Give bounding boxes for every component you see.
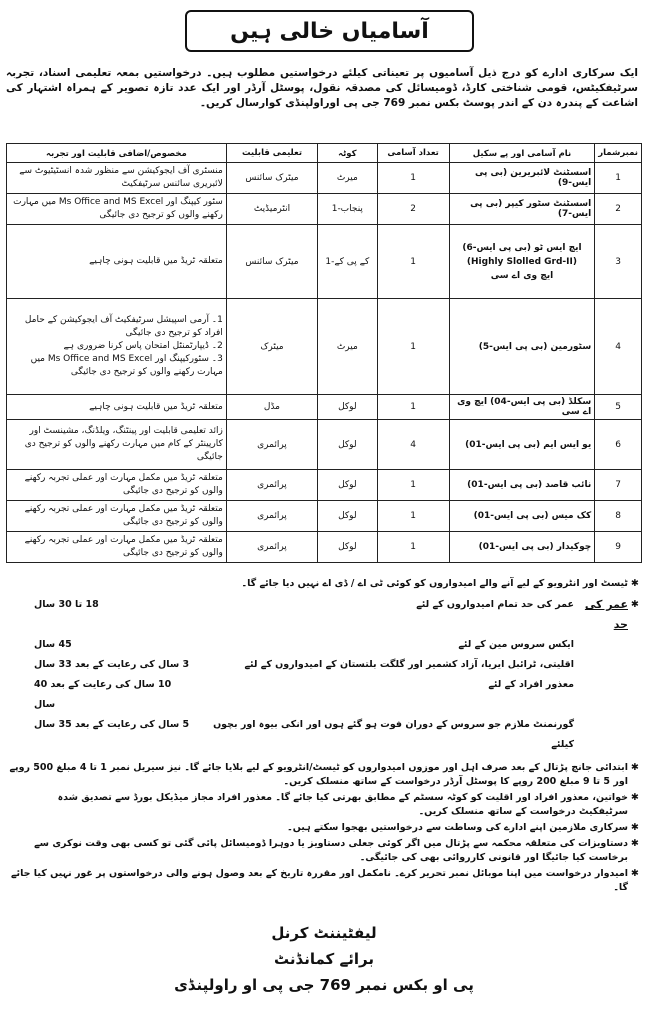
row-spec xyxy=(7,194,227,225)
age-value xyxy=(34,655,194,675)
table-row xyxy=(7,420,642,470)
row-spec xyxy=(7,395,227,420)
age-label: اقلیتی، ٹرائبل ایریا، آزاد کشمیر اور گلگت بلتستان کے امیدواروں کے لئے xyxy=(244,659,574,670)
spec-line: متعلقہ ٹریڈ میں مکمل مہارت اور عملی تجربہ رکھنے والوں کو ترجیح دی جائیگی xyxy=(24,473,223,496)
spec-line: زائد تعلیمی قابلیت اور پینٹنگ، ویلڈنگ، مشینسٹ اور کارپینٹر کے کام میں مہارت رکھنے والوں کو ترجیح دی جائیگی xyxy=(24,426,223,462)
age-row xyxy=(6,635,642,655)
age-value xyxy=(34,675,194,715)
age-value-text: 18 تا 30 سال xyxy=(34,599,99,610)
row-serial: 1 xyxy=(595,163,642,194)
rule-text: ٹیسٹ اور انٹرویو کے لیے آنے والے امیدواروں کو کوئی ٹی اے / ڈی اے نہیں دیا جائے گا۔ xyxy=(241,578,628,589)
star-icon: ✱ xyxy=(631,822,639,833)
spec-line: سٹور کیپنگ اور Ms Office and MS Excel میں مہارت رکھنے والوں کو ترجیح دی جائیگی xyxy=(13,197,223,220)
row-count: 1 xyxy=(377,470,449,501)
row-spec xyxy=(7,225,227,299)
header-count: تعداد آسامی xyxy=(377,144,449,163)
row-count: 4 xyxy=(377,420,449,470)
spec-line: متعلقہ ٹریڈ میں قابلیت ہونی چاہیے xyxy=(89,401,223,412)
row-post: سکلڈ (بی پی ایس-04) ایچ وی اے سی xyxy=(449,395,595,420)
row-post: اسسٹنٹ سٹور کیپر (بی پی ایس-7) xyxy=(449,194,595,225)
row-serial: 8 xyxy=(595,501,642,532)
row-count: 1 xyxy=(377,532,449,563)
signature-for-commandant: برائے کمانڈنٹ xyxy=(274,950,374,968)
table-row xyxy=(7,225,642,299)
row-post: کک میس (بی پی ایس-01) xyxy=(449,501,595,532)
star-icon: ✱ xyxy=(631,578,639,589)
table-row xyxy=(7,532,642,563)
table-row xyxy=(7,163,642,194)
spec-line: متعلقہ ٹریڈ میں مکمل مہارت اور عملی تجربہ رکھنے والوں کو ترجیح دی جائیگی xyxy=(24,504,223,527)
row-education: پرائمری xyxy=(226,420,317,470)
row-quota: کے پی کے-1 xyxy=(318,225,377,299)
star-icon: ✱ xyxy=(631,868,639,879)
row-spec xyxy=(7,532,227,563)
row-quota: لوکل xyxy=(318,501,377,532)
row-post: اسسٹنٹ لائبریرین (بی پی ایس-9) xyxy=(449,163,595,194)
age-value-text: 5 سال کی رعایت کے بعد 35 سال xyxy=(34,719,190,730)
signature-rank: لیفٹیننٹ کرنل xyxy=(271,924,377,942)
star-icon: ✱ xyxy=(631,838,639,849)
rule-text: دستاویزات کی متعلقہ محکمہ سے پڑتال میں اگر کوئی جعلی دستاویز یا دوہرا ڈومیسائل پائی گئی تو کسی بھی وقت نوکری سے برخاست کیا جائیگا اور قانونی کارروائی بھی کی جائیگی۔ xyxy=(34,838,628,863)
table-row xyxy=(7,470,642,501)
spec-line: 2۔ ڈیپارٹمنٹل امتحان پاس کرنا ضروری ہے xyxy=(63,341,223,351)
row-post: چوکیدار (بی پی ایس-01) xyxy=(449,532,595,563)
row-education: مڈل xyxy=(226,395,317,420)
intro-paragraph: ایک سرکاری ادارے کو درج ذیل آسامیوں پر تعیناتی کیلئے درخواستیں مطلوب ہیں۔ درخواستیں بمعہ تعلیمی اسناد، تجربہ سرٹیفکیٹس، قومی شناختی کارڈ، ڈومیسائل کی مصدقہ نقول، پوسٹل آرڈر اور ایک عدد تازہ تصویر کے ہمراہ اشتہار کی اشاعت کے پندرہ دن کے اندر پوسٹ بکس نمبر 769 جی پی اوراولپنڈی کوارسال کریں۔ xyxy=(6,67,638,109)
row-quota: میرٹ xyxy=(318,299,377,395)
vacancies-table xyxy=(6,143,642,563)
rule-item xyxy=(6,791,642,819)
age-limit-title: عمر کی حد xyxy=(584,598,628,631)
age-value xyxy=(34,595,194,635)
age-row xyxy=(6,595,642,635)
rule-item xyxy=(6,577,642,591)
row-quota: لوکل xyxy=(318,420,377,470)
spec-line: متعلقہ ٹریڈ میں قابلیت ہونی چاہیے xyxy=(89,256,223,266)
row-count: 1 xyxy=(377,299,449,395)
row-education: میٹرک xyxy=(226,299,317,395)
row-count: 1 xyxy=(377,225,449,299)
age-row xyxy=(6,715,642,755)
row-spec xyxy=(7,470,227,501)
row-count: 1 xyxy=(377,395,449,420)
rule-item xyxy=(6,867,642,895)
row-education: انٹرمیڈیٹ xyxy=(226,194,317,225)
age-value-text: 10 سال کی رعایت کے بعد 40 سال xyxy=(34,679,172,710)
rule-item xyxy=(6,821,642,835)
age-row xyxy=(6,675,642,715)
row-post: یو ایس ایم (بی پی ایس-01) xyxy=(449,420,595,470)
row-education: میٹرک سائنس xyxy=(226,163,317,194)
row-count: 1 xyxy=(377,501,449,532)
row-education: پرائمری xyxy=(226,501,317,532)
table-row xyxy=(7,194,642,225)
row-spec xyxy=(7,299,227,395)
rule-text: امیدوار درخواست میں اپنا موبائل نمبر تحریر کرے۔ نامکمل اور مقررہ تاریخ کے بعد وصول ہونے والی درخواستوں پر غور نہیں کیا جائے گا۔ xyxy=(10,868,628,893)
page-title: آسامیاں خالی ہیں xyxy=(230,18,429,44)
row-spec xyxy=(7,420,227,470)
row-quota: لوکل xyxy=(318,532,377,563)
title-banner xyxy=(185,10,474,52)
age-value xyxy=(34,715,194,755)
age-value xyxy=(34,635,194,655)
age-value-text: 45 سال xyxy=(34,639,72,650)
age-row xyxy=(6,655,642,675)
age-value-text: 3 سال کی رعایت کے بعد 33 سال xyxy=(34,659,190,670)
table-row xyxy=(7,299,642,395)
signature-block xyxy=(0,920,648,998)
row-serial: 5 xyxy=(595,395,642,420)
row-spec xyxy=(7,163,227,194)
rule-text: سرکاری ملازمین اپنے ادارے کی وساطت سے درخواستیں بھجوا سکتے ہیں۔ xyxy=(287,822,628,833)
row-quota: پنجاب-1 xyxy=(318,194,377,225)
signature-address: پی او بکس نمبر 769 جی پی او راولپنڈی xyxy=(174,976,474,994)
spec-line: 3۔ سٹورکیپنگ اور Ms Office and MS Excel میں مہارت رکھنے والوں کو ترجیح دی جائیگی xyxy=(30,354,223,377)
header-serial: نمبرشمار xyxy=(595,144,642,163)
row-education: میٹرک سائنس xyxy=(226,225,317,299)
row-spec xyxy=(7,501,227,532)
table-row xyxy=(7,501,642,532)
spec-line: منسٹری آف ایجوکیشن سے منظور شدہ انسٹیٹیوٹ سے لائبریری سائنس سرٹیفکیٹ xyxy=(19,166,223,189)
row-serial: 7 xyxy=(595,470,642,501)
post-title: ایچ ایس ٹو (بی پی ایس-6) xyxy=(462,242,582,253)
row-education: پرائمری xyxy=(226,470,317,501)
row-post: سٹورمین (بی پی ایس-5) xyxy=(449,299,595,395)
row-serial: 9 xyxy=(595,532,642,563)
terms-section xyxy=(6,577,642,897)
post-english-grade: (Highly Slolled Grd-II) xyxy=(466,256,577,267)
star-icon: ✱ xyxy=(631,762,639,773)
star-icon: ✱ xyxy=(631,792,639,803)
header-education: تعلیمی قابلیت xyxy=(226,144,317,163)
age-label: معذور افراد کے لئے xyxy=(488,679,574,690)
row-quota: میرٹ xyxy=(318,163,377,194)
table-row xyxy=(7,395,642,420)
rule-text: خواتین، معذور افراد اور اقلیت کو کوٹہ سسٹم کے مطابق بھرتی کیا جائے گا۔ معذور افراد مجاز میڈیکل بورڈ سے تصدیق شدہ سرٹیفکیٹ درخواست کے ساتھ منسلک کریں۔ xyxy=(57,792,628,817)
post-trade: ایچ وی اے سی xyxy=(490,270,554,281)
row-serial: 6 xyxy=(595,420,642,470)
row-serial: 2 xyxy=(595,194,642,225)
spec-line: متعلقہ ٹریڈ میں مکمل مہارت اور عملی تجربہ رکھنے والوں کو ترجیح دی جائیگی xyxy=(24,535,223,558)
row-post: نائب قاصد (بی پی ایس-01) xyxy=(449,470,595,501)
table-header-row xyxy=(7,144,642,163)
row-count: 1 xyxy=(377,163,449,194)
header-post: نام آسامی اور پے سکیل xyxy=(449,144,595,163)
rule-text: ابتدائی جانچ پڑتال کے بعد صرف اہل اور موزوں امیدواروں کو ٹیسٹ/انٹرویو کے لیے بلایا جائے گا۔ نیز سیریل نمبر 1 تا 4 مبلغ 500 روپے اور 5 تا 9 مبلغ 200 روپے کا پوسٹل آرڈر درخواست کے ساتھ منسلک کریں۔ xyxy=(9,762,628,787)
row-quota: لوکل xyxy=(318,470,377,501)
spec-line: 1۔ آرمی اسپیشل سرٹیفکیٹ آف ایجوکیشن کے حامل افراد کو ترجیح دی جائیگی xyxy=(24,315,223,338)
row-post xyxy=(449,225,595,299)
row-education: پرائمری xyxy=(226,532,317,563)
age-label: عمر کی حد تمام امیدواروں کے لئے xyxy=(416,599,574,610)
age-limit-block xyxy=(6,595,642,755)
age-label: گورنمنٹ ملازم جو سروس کے دوران فوت ہو گئے ہوں اور انکی بیوہ اور بچوں کیلئے xyxy=(213,719,574,750)
star-icon: ✱ xyxy=(631,599,639,610)
age-label: ایکس سروس مین کے لئے xyxy=(458,639,574,650)
row-serial: 3 xyxy=(595,225,642,299)
row-serial: 4 xyxy=(595,299,642,395)
header-quota: کوٹہ xyxy=(318,144,377,163)
row-quota: لوکل xyxy=(318,395,377,420)
row-count: 2 xyxy=(377,194,449,225)
header-specific-qualification: مخصوص/اضافی قابلیت اور تجربہ xyxy=(7,144,227,163)
rule-item xyxy=(6,837,642,865)
rule-item xyxy=(6,761,642,789)
